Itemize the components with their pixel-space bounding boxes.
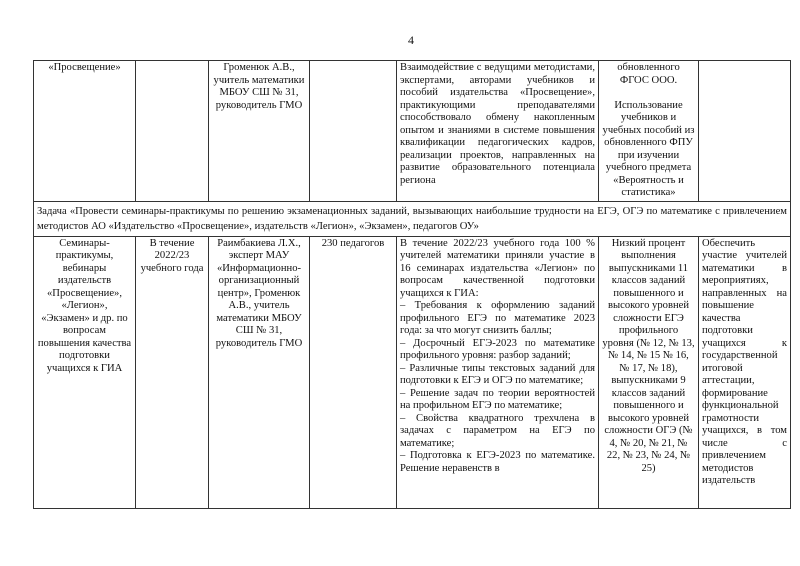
cell-result bbox=[397, 236, 599, 508]
cell-event: «Просвещение» bbox=[34, 61, 136, 202]
cell-period bbox=[136, 61, 209, 202]
page-number: 4 bbox=[408, 33, 414, 47]
result-item: – Решение задач по теории вероятностей на профильном ЕГЭ по математике; bbox=[400, 387, 595, 411]
cell-measures bbox=[699, 61, 791, 202]
table-row bbox=[34, 61, 791, 202]
cell-problems: Низкий процент выполнения выпускниками 11 классов заданий повышенного и высокого уровней сложности ЕГЭ профильного уровня (№ 12, № 13, № 14, № 15 № 16, № 17, № 18), выпускниками 9 классов заданий повышенного и высокого уровней сложности ОГЭ (№ 4, № 20, № 21, № 22, № 23, № 24, № 25) bbox=[599, 236, 699, 508]
cell-measures: Обеспечить участие учителей математики в мероприятиях, направленных на повышение качества подготовки учащихся к государственной итоговой аттестации, формирование функциональной грамотности учащихся, в том числе с привлечением методистов издательств bbox=[699, 236, 791, 508]
cell-event: Семинары-практикумы, вебинары издательств «Просвещение», «Легион», «Экзамен» и др. по вопросам повышения качества подготовки учащихся к ГИА bbox=[34, 236, 136, 508]
cell-participants bbox=[310, 61, 397, 202]
problems-text-2: Использование учебников и учебных пособий из обновленного ФПУ при изучении учебного предмета «Вероятность и статистика» bbox=[602, 99, 695, 198]
table-row bbox=[34, 236, 791, 508]
problems-text-1: обновленного ФГОС ООО. bbox=[617, 62, 680, 86]
cell-responsible: Раимбакиева Л.Х., эксперт МАУ «Информационно-организационный центр», Громенюк А.В., учитель математики МБОУ СШ № 31, руководитель ГМО bbox=[209, 236, 310, 508]
task-text: Задача «Провести семинары-практикумы по решению экзаменационных заданий, вызывающих наибольшие трудности на ЕГЭ, ОГЭ по математике с привлечением методистов АО «Издательство «Просвещение», издательств «Легион», «Экзамен», педагогов ОУ» bbox=[34, 201, 791, 236]
cell-participants: 230 педагогов bbox=[310, 236, 397, 508]
result-item: – Подготовка к ЕГЭ-2023 по математике. Решение неравенств в bbox=[400, 450, 595, 474]
cell-problems bbox=[599, 61, 699, 202]
cell-responsible: Громенюк А.В., учитель математики МБОУ СШ № 31, руководитель ГМО bbox=[209, 61, 310, 202]
task-row bbox=[34, 201, 791, 236]
result-intro: В течение 2022/23 учебного года 100 % учителей математики приняли участие в 16 семинарах издательства «Легион» по вопросам качественной подготовки учащихся к ГИА: bbox=[400, 237, 595, 299]
result-item: – Различные типы текстовых заданий для подготовки к ЕГЭ и ОГЭ по математике; bbox=[400, 362, 595, 386]
cell-period: В течение 2022/23 учебного года bbox=[136, 236, 209, 508]
result-item: – Требования к оформлению заданий профильного ЕГЭ по математике 2023 года: за что могут снизить баллы; bbox=[400, 300, 595, 336]
plan-table bbox=[33, 60, 791, 509]
result-item: – Досрочный ЕГЭ-2023 по математике профильного уровня: разбор заданий; bbox=[400, 337, 595, 361]
result-item: – Свойства квадратного трехчлена в задачах с параметром на ЕГЭ по математике; bbox=[400, 412, 595, 449]
cell-result: Взаимодействие с ведущими методистами, экспертами, авторами учебников и пособий издательства «Просвещение», практикующими преподавателями способствовало обмену накопленным опытом и знаниями в системе повышения квалификации педагогических кадров, реализации проектов, направленных на развитие образовательного потенциала региона bbox=[397, 61, 599, 202]
